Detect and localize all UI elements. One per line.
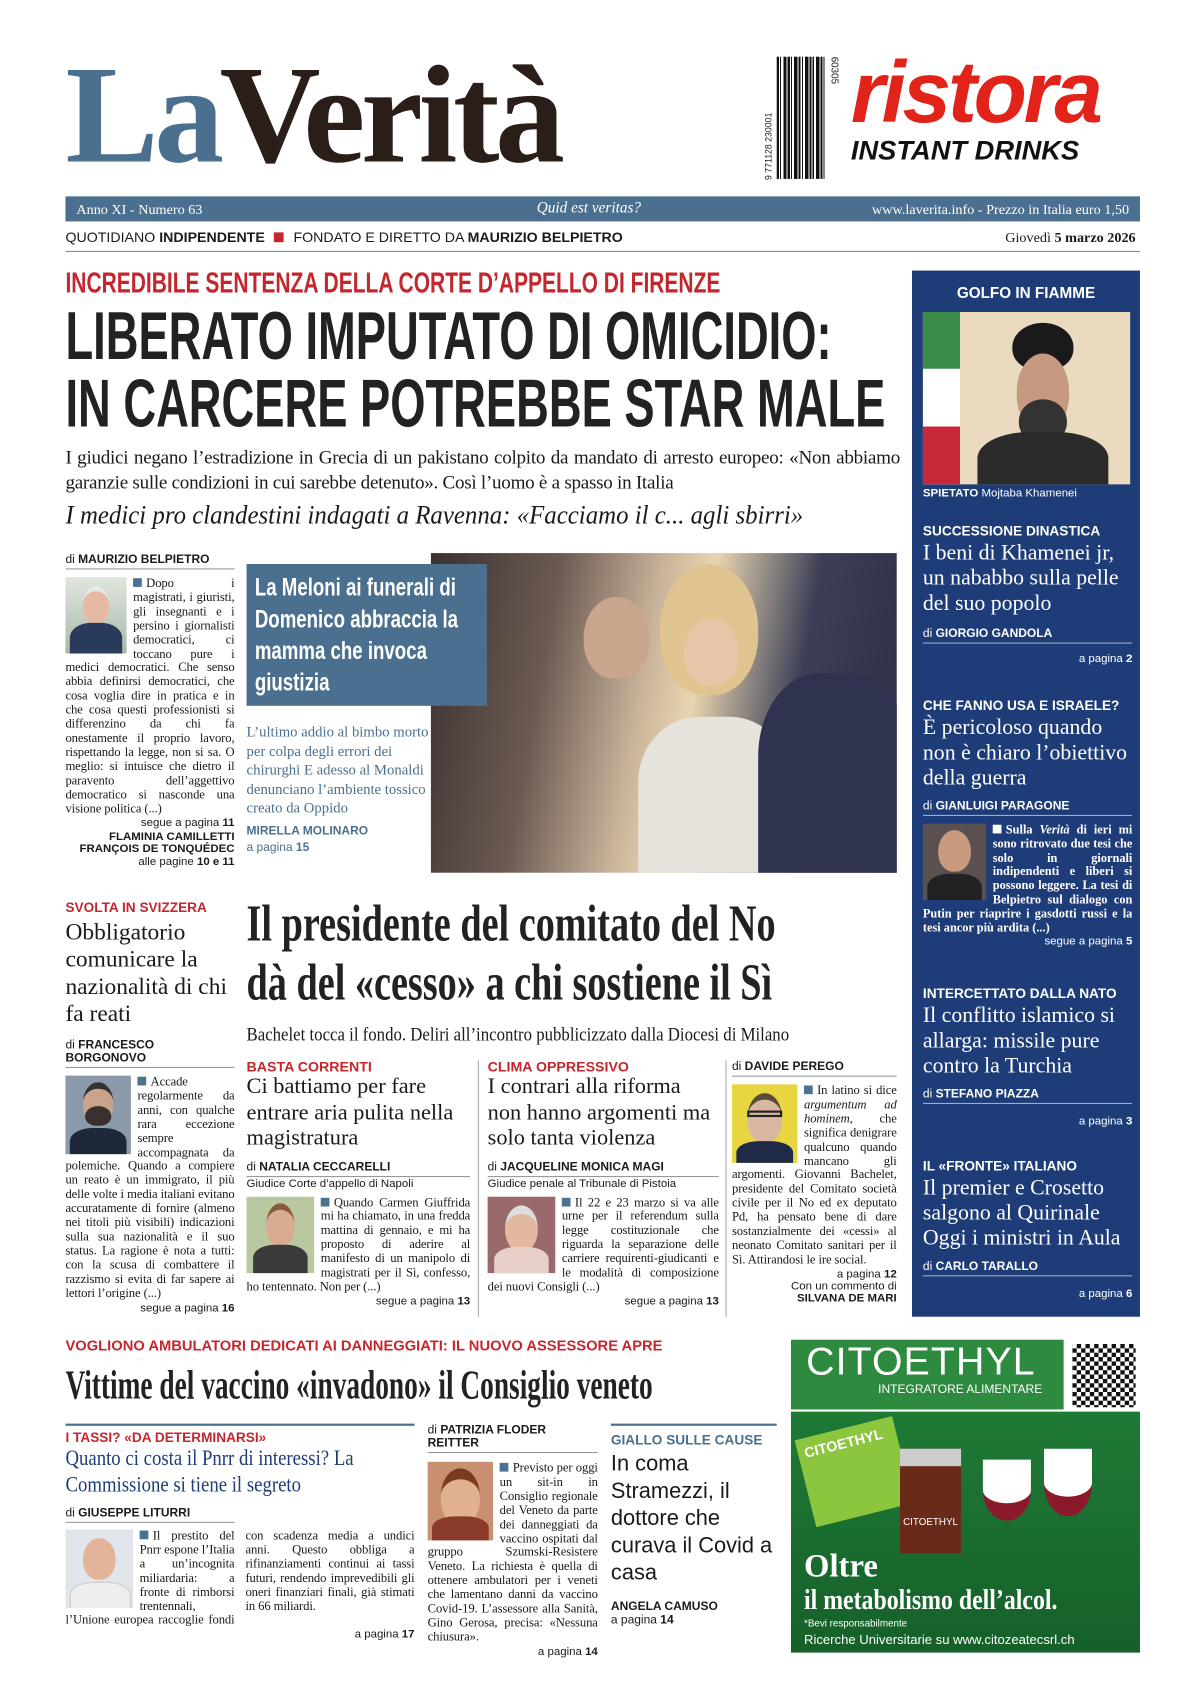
referendum-subhead: Bachelet tocca il fondo. Deliri all’incontro pubblicizzato dalla Diocesi di Milano xyxy=(246,1023,790,1046)
ad-product-box: CITOETHYL xyxy=(795,1416,914,1527)
layout-block xyxy=(488,1160,719,1176)
sidebar-items-0-by: di xyxy=(922,627,936,641)
floder-article xyxy=(428,1424,598,1658)
sub-band xyxy=(65,229,1140,252)
layout-block xyxy=(247,1160,471,1176)
lead-headline-1: LIBERATO IMPUTATO DI OMICIDIO: xyxy=(65,298,832,375)
referendum-cols-0-page: 13 xyxy=(457,1294,471,1308)
ad-subtitle: INTEGRATORE ALIMENTARE xyxy=(878,1383,1043,1397)
sidebar-items-3-ref: a pagina xyxy=(1078,1287,1126,1301)
layout-block xyxy=(65,1507,234,1523)
layout-block xyxy=(977,432,1108,484)
sidebar-items-0-page: 2 xyxy=(1125,652,1133,666)
magi-photo xyxy=(488,1196,556,1272)
sidebar-items-1-by: di xyxy=(922,799,936,813)
referendum-headline-1: Il presidente del comitato del No xyxy=(246,894,776,953)
layout-block[interactable] xyxy=(247,1295,471,1308)
vaccine-pnrr-ref: a pagina xyxy=(354,1627,402,1642)
subband-date-a: Giovedì xyxy=(1005,229,1055,246)
swiss-article xyxy=(65,900,234,1314)
ristora-tagline: INSTANT DRINKS xyxy=(850,135,1080,166)
ad-brand: CITOETHYL xyxy=(806,1339,1036,1384)
referendum-cols-0-text: Quando Carmen Giuffrida mi ha chiamato, in una fredda mattina di gennaio, e mi ha proposto di aderire al manifesto di un manipolo di magistrati per il Sì, confesso, ho tentennato. Non per (...) xyxy=(246,1195,471,1294)
author-photo xyxy=(65,577,126,653)
referendum-perego-page: 12 xyxy=(883,1267,897,1281)
sidebar-item[interactable] xyxy=(923,1159,1132,1301)
layout-block xyxy=(923,427,960,485)
referendum-perego-text-b: , che significa denigrare qualcuno quando mancano gli argomenti. Giovanni Bachelet, presidente del Comitato società civile per il No ed ex deputato Pd, ha pensato bene di dare sostanzialmente dei «cessi» al neonato Comitato sanitari per il Sì. Attirandosi le ire social. xyxy=(731,1111,897,1267)
caption-text: L’ultimo addio al bimbo morto per colpa degli errori dei chirurghi E adesso al Monaldi denunciano l’ambiente tossico creato da Oppido xyxy=(246,723,429,816)
vaccine-pnrr-author: GIUSEPPE LITURRI xyxy=(78,1506,191,1520)
sidebar-items-0-title: I beni di Khamenei jr, un nababbo sulla pelle del suo popolo xyxy=(922,541,1119,616)
second-headline-wrap[interactable] xyxy=(65,501,858,532)
vaccine-kicker: VOGLIONO AMBULATORI DEDICATI AI DANNEGGIATI: IL NUOVO ASSESSORE APRE xyxy=(65,1337,663,1354)
layout-block xyxy=(747,1093,782,1143)
layout-block xyxy=(428,1424,598,1453)
layout-block[interactable] xyxy=(428,1645,598,1658)
vaccine-giallo-kicker: GIALLO SULLE CAUSE xyxy=(610,1432,763,1448)
giallo-article[interactable] xyxy=(611,1424,777,1627)
layout-block xyxy=(923,800,1132,816)
referendum-perego-author: DAVIDE PEREGO xyxy=(744,1060,844,1074)
layout-block xyxy=(494,1246,549,1272)
referendum-perego-comment-author: SILVANA DE MARI xyxy=(797,1291,897,1305)
khamenei-photo xyxy=(923,312,1130,484)
referendum-cols-1-ref: segue a pagina xyxy=(624,1294,707,1308)
layout-block xyxy=(321,1197,330,1206)
sidebar-items-1-ref: segue a pagina xyxy=(1044,935,1126,949)
editorial-by-prefix: di xyxy=(65,553,79,567)
ceccarelli-photo xyxy=(247,1196,315,1272)
sidebar-items-1-kicker: CHE FANNO USA E ISRAELE? xyxy=(922,698,1120,714)
editorial-text: Dopo i magistrati, i giuristi, gli insegnanti e i persino i giornalisti democratici, ci toccano pure i medici democratici. Che senso abbia definirsi democratici, che cosa voglia dire in pratica e in che cosa questi professionisti si differenzino da chi fa onestamente il proprio lavoro, rispettando la legge, non si sa. O meglio: si intuisce che dietro il paravento dell’aggettivo democratico si nasconde una visione politica (...) xyxy=(65,575,235,816)
editorial-ref2: alle pagine xyxy=(138,855,197,869)
ad-bottle: CITOETHYL xyxy=(900,1449,961,1554)
referendum-cols-1-text: Il 22 e 23 marzo si va alle urne per il referendum sulla legge costituzionale che riguarda la separazione delle carriere requirenti-giudicanti e le modalità di composizione dei nuovi Consigli (...) xyxy=(487,1195,719,1294)
referendum-cols-0-by: di xyxy=(246,1160,260,1174)
director-name: MAURIZIO BELPIETRO xyxy=(467,229,623,246)
related-ref[interactable] xyxy=(65,856,234,869)
layout-block xyxy=(923,1287,1132,1300)
swiss-ref[interactable] xyxy=(65,1301,234,1314)
layout-block: La xyxy=(65,37,220,192)
referendum-cols-1-title[interactable]: I contrari alla riforma non hanno argomenti ma solo tanta violenza xyxy=(487,1074,711,1150)
layout-block xyxy=(804,1549,1106,1617)
editorial-ref[interactable] xyxy=(65,816,234,829)
referendum-cols-0-ref: segue a pagina xyxy=(375,1294,458,1308)
sidebar-items-3-author: CARLO TARALLO xyxy=(935,1259,1039,1274)
ad-claim-2: il metabolismo dell’alcol. xyxy=(803,1583,1058,1616)
layout-block xyxy=(478,1060,479,1316)
layout-block xyxy=(804,1085,813,1094)
sidebar-items-3-page: 6 xyxy=(1125,1287,1133,1301)
issue-number: Anno XI - Numero 63 xyxy=(76,200,203,218)
vaccine-pnrr-text: Il prestito del Pnrr espone l’Italia a un’incognita miliardaria: a fronte di rimborsi trentennali, l’Unione europea raccoglie fondi con scadenza media a undici anni. Questo obbliga a rifinanziamenti continui ai tassi futuri, rendendo imprevedibili gli oneri finanziari finali, già stimati in 66 miliardi. xyxy=(65,1528,415,1628)
layout-block[interactable] xyxy=(65,1628,414,1641)
wine-glass-icon xyxy=(1044,1449,1092,1517)
referendum-headline[interactable] xyxy=(247,895,972,1013)
related-author-1: FLAMINIA CAMILLETTI xyxy=(108,830,235,844)
sidebar-items-2-by: di xyxy=(922,1087,936,1101)
meloni-funeral-photo[interactable] xyxy=(431,553,897,873)
sidebar-items-1-title: È pericoloso quando non è chiaro l’obiettivo della guerra xyxy=(922,715,1128,790)
vaccine-pnrr-page: 17 xyxy=(401,1627,415,1642)
site-price[interactable]: www.laverita.info - Prezzo in Italia euro 1,50 xyxy=(872,200,1130,218)
layout-block xyxy=(83,1538,116,1579)
liturri-photo xyxy=(65,1529,133,1608)
layout-block xyxy=(736,1141,793,1163)
referendum-cols-1-role: Giudice penale al Tribunale di Pistoia xyxy=(487,1176,677,1190)
sidebar-caption: Mojtaba Khamenei xyxy=(978,486,1077,500)
swiss-author: FRANCESCO BORGONOVO xyxy=(65,1038,155,1065)
vaccine-pnrr-title[interactable]: Quanto ci costa il Pnrr di interessi? La Commissione si tiene il segreto xyxy=(65,1446,354,1497)
sidebar-items-1-text-b: di ieri mi sono ritrovato due tesi che solo in giornali indipendenti e liberi si possono leggere. La tesi di Belpietro sul dialogo con Putin per riaprire i gasdotti russi e la tesi ancor più ardita (...) xyxy=(922,823,1133,935)
lead-subhead: I giudici negano l’estradizione in Grecia di un pakistano colpito da mandato di arresto europeo: «Non abbiamo garanzie sulle condizioni in cui sarebbe detenuto». Così l’uomo è a spasso in Italia xyxy=(65,446,900,494)
sidebar-items-2-page: 3 xyxy=(1125,1114,1133,1128)
layout-block xyxy=(65,832,234,856)
vaccine-pnrr-by: di xyxy=(65,1506,79,1520)
layout-block[interactable] xyxy=(488,1295,719,1308)
layout-block xyxy=(266,1203,294,1247)
layout-block: Verità xyxy=(219,37,561,192)
layout-block xyxy=(732,1280,897,1304)
vaccine-giallo-ref: a pagina xyxy=(610,1613,661,1627)
layout-block xyxy=(274,232,284,242)
vaccine-floder-text: Previsto per oggi un sit-in in Consiglio regionale del Veneto da parte dei danneggiati da vaccino ospitati dal gruppo Szumski-Resistere Veneto. La richiesta è quella di ottenere ambulatori per i veneti che lamentano danni da vaccino Covid-19. L’assessore alla Sanità, Gino Gerosa, precisa: «Nessuna chiusura». xyxy=(427,1460,598,1644)
swiss-title[interactable]: Obbligatorio comunicare la nazionalità di chi fa reati xyxy=(65,918,227,1027)
byline xyxy=(65,553,234,569)
layout-block[interactable] xyxy=(732,1267,897,1280)
layout-block xyxy=(923,312,960,369)
caption-ref[interactable] xyxy=(247,841,430,854)
referendum-headline-2: dà del «cesso» a chi sostiene il Sì xyxy=(246,953,773,1012)
layout-block xyxy=(500,1463,509,1472)
layout-block xyxy=(65,1039,234,1068)
sidebar-caption-k: SPIETATO xyxy=(922,486,979,500)
referendum-cols-1-kicker: CLIMA OPPRESSIVO xyxy=(487,1058,629,1075)
photo-story-title[interactable]: La Meloni ai funerali di Domenico abbraccia la mamma che invoca giustizia xyxy=(247,564,487,706)
lead-headline-2: IN CARCERE POTREBBE STAR MALE xyxy=(65,366,886,442)
swiss-ref: segue a pagina xyxy=(140,1300,222,1314)
ad-site: Ricerche Universitarie su www.citozeatecsrl.ch xyxy=(803,1631,1075,1648)
layout-block xyxy=(993,825,1002,834)
layout-block xyxy=(684,619,739,687)
editorial-ref2-page: 10 e 11 xyxy=(196,855,235,869)
referendum-cols-1-page: 13 xyxy=(706,1294,719,1308)
vaccine-floder-page: 14 xyxy=(585,1644,598,1658)
layout-block xyxy=(253,1244,308,1272)
layout-block xyxy=(562,1197,571,1206)
layout-block xyxy=(923,1115,1132,1128)
layout-block xyxy=(85,1106,111,1126)
referendum-cols-0-role: Giudice Corte d’appello di Napoli xyxy=(246,1176,414,1190)
layout-block xyxy=(247,953,972,1012)
referendum-perego-text-i: argumentum ad hominem xyxy=(803,1097,897,1126)
layout-block xyxy=(70,1582,131,1608)
pnrr-article xyxy=(65,1424,414,1641)
sidebar-items-2-title: Il conflitto islamico si allarga: missile pure contro la Turchia xyxy=(922,1003,1116,1078)
layout-block xyxy=(725,1060,726,1316)
sidebar-items-2-ref: a pagina xyxy=(1078,1114,1126,1128)
referendum-cols-0-kicker: BASTA CORRENTI xyxy=(246,1058,372,1075)
motto: Quid est veritas? xyxy=(536,200,642,218)
photo-story-ref-page: 15 xyxy=(295,841,310,855)
tagline-b: INDIPENDENTE xyxy=(159,229,265,246)
layout-block xyxy=(791,1340,1064,1410)
layout-block xyxy=(140,1531,149,1540)
sidebar-item[interactable] xyxy=(923,524,1132,699)
opinion-column xyxy=(247,1058,471,1308)
sidebar-title: GOLFO IN FIAMME xyxy=(956,283,1096,302)
layout-block xyxy=(83,586,109,624)
sidebar-items-3-kicker: IL «FRONTE» ITALIANO xyxy=(922,1158,1077,1174)
sidebar-items-3-by: di xyxy=(922,1259,936,1274)
layout-block xyxy=(938,830,971,871)
layout-block xyxy=(923,1260,1132,1276)
referendum-subhead-wrap xyxy=(247,1023,864,1046)
qr-code-icon xyxy=(1072,1344,1135,1407)
referendum-perego-comment: Con un commento di xyxy=(791,1279,897,1293)
swiss-page: 16 xyxy=(221,1300,235,1314)
layout-block xyxy=(247,895,972,954)
referendum-cols-1-by: di xyxy=(487,1160,501,1174)
sidebar-items-3-title: Il premier e Crosetto salgono al Quirinale Oggi i ministri in Aula xyxy=(922,1175,1121,1251)
layout-block xyxy=(137,1077,146,1086)
swiss-text: Accade regolarmente da anni, con qualche rara eccezione sempre accompagnata da polemiche. Quando a compiere un reato è un immigrato, il più delle volte i media italiani evitano accuratamente di fornire (almeno nei titoli più visibili) indicazioni sulla sua nazionalità e il suo status. La ragione è nota a tutti: con la scusa di combattere il razzismo si evita di far sapere ai lettori l’origine (...) xyxy=(65,1074,235,1300)
sidebar-items-0-kicker: SUCCESSIONE DINASTICA xyxy=(922,523,1101,539)
citoethyl-ad[interactable] xyxy=(791,1340,1140,1653)
layout-block xyxy=(432,1516,489,1540)
photo-story-ref: a pagina xyxy=(246,841,296,855)
wine-glass-icon xyxy=(983,1460,1031,1521)
editorial xyxy=(65,553,234,869)
layout-block xyxy=(133,578,142,587)
khamenei-caption xyxy=(923,487,1077,500)
layout-block xyxy=(65,1529,414,1628)
tagline-a: QUOTIDIANO xyxy=(65,229,160,246)
layout-block xyxy=(747,1111,782,1118)
floder-photo xyxy=(428,1462,493,1541)
lead-kicker-wrap xyxy=(65,266,950,300)
editorial-author: MAURIZIO BELPIETRO xyxy=(78,553,210,567)
swiss-by: di xyxy=(65,1038,79,1052)
paragone-photo xyxy=(923,824,986,900)
date xyxy=(1005,229,1135,246)
vaccine-floder-author: PATRIZIA FLODER REITTER xyxy=(427,1423,547,1450)
newspaper-logo xyxy=(65,37,561,192)
editorial-ref-page: 11 xyxy=(222,816,235,830)
caption-author: MIRELLA MOLINARO xyxy=(246,824,369,838)
sidebar-items-0-ref: a pagina xyxy=(1078,652,1126,666)
tagline-c: FONDATO E DIRETTO DA xyxy=(289,229,468,246)
sidebar-items-1-text-a: Sulla xyxy=(1005,823,1040,837)
vaccine-floder-ref: a pagina xyxy=(537,1644,586,1658)
info-band xyxy=(65,196,1140,221)
lead-kicker: INCREDIBILE SENTENZA DELLA CORTE D’APPELLO DI FIRENZE xyxy=(65,266,721,299)
vaccine-giallo-title: In coma Stramezzi, il dottore che curava il Covid a casa xyxy=(610,1451,773,1586)
second-headline: I medici pro clandestini indagati a Ravenna: «Facciamo il c... agli sbirri» xyxy=(65,500,804,531)
vaccine-floder-by: di xyxy=(427,1423,441,1437)
sidebar-items-0-author: GIORGIO GANDOLA xyxy=(935,627,1053,641)
sidebar-items-1-author: GIANLUIGI PARAGONE xyxy=(935,799,1070,813)
vaccine-giallo-author: ANGELA CAMUSO xyxy=(610,1600,718,1614)
layout-block xyxy=(923,1088,1132,1104)
swiss-kicker: SVOLTA IN SVIZZERA xyxy=(65,899,207,916)
referendum-perego-text-a: In latino si dice xyxy=(817,1083,897,1098)
sidebar xyxy=(912,271,1140,1317)
layout-block xyxy=(804,1584,1106,1617)
barcode-number: 9 771128 230001 xyxy=(763,112,774,180)
layout-block xyxy=(70,1128,127,1154)
layout-block xyxy=(732,1060,897,1076)
opinion-column xyxy=(488,1058,719,1308)
sidebar-items-2-kicker: INTERCETTATO DALLA NATO xyxy=(922,986,1117,1002)
ristora-brand: ristora xyxy=(850,43,1100,141)
layout-block xyxy=(923,652,1132,665)
referendum-perego-by: di xyxy=(731,1060,745,1074)
ad-note: *Bevi responsabilmente xyxy=(803,1617,908,1629)
sidebar-items-1-page: 5 xyxy=(1125,935,1133,949)
referendum-perego-ref: a pagina xyxy=(836,1267,884,1281)
borgonovo-photo xyxy=(65,1076,130,1155)
ad-claim-1: Oltre xyxy=(803,1547,878,1584)
barcode-digits: 60305 xyxy=(829,56,840,85)
vaccine-giallo-page: 14 xyxy=(660,1613,674,1627)
layout-block xyxy=(611,1613,777,1626)
subband-date-b: 5 marzo 2026 xyxy=(1054,229,1136,246)
referendum-cols-0-author: NATALIA CECCARELLI xyxy=(259,1160,391,1174)
layout-block xyxy=(584,597,649,679)
sidebar-items-2-author: STEFANO PIAZZA xyxy=(935,1087,1039,1101)
layout-block xyxy=(758,673,897,873)
barcode xyxy=(777,57,825,179)
perego-column xyxy=(732,1060,897,1304)
referendum-cols-0-title[interactable]: Ci battiamo per fare entrare aria pulita nella magistratura xyxy=(246,1074,454,1150)
editorial-ref: segue a pagina xyxy=(140,816,223,830)
vaccine-pnrr-kicker: I TASSI? «DA DETERMINARSI» xyxy=(65,1430,267,1446)
referendum-cols-1-author: JACQUELINE MONICA MAGI xyxy=(500,1160,664,1174)
ristora-ad[interactable] xyxy=(850,43,1146,167)
layout-block xyxy=(505,1205,538,1251)
photo-caption xyxy=(247,722,430,854)
related-author-2: FRANÇOIS DE TONQUÉDEC xyxy=(79,842,235,856)
vaccine-headline: Vittime del vaccino «invadono» il Consiglio veneto xyxy=(65,1362,653,1409)
sidebar-items-1-text-i: Verità xyxy=(1039,823,1070,837)
layout-block xyxy=(70,623,122,654)
perego-photo xyxy=(732,1084,797,1163)
layout-block xyxy=(923,627,1132,643)
